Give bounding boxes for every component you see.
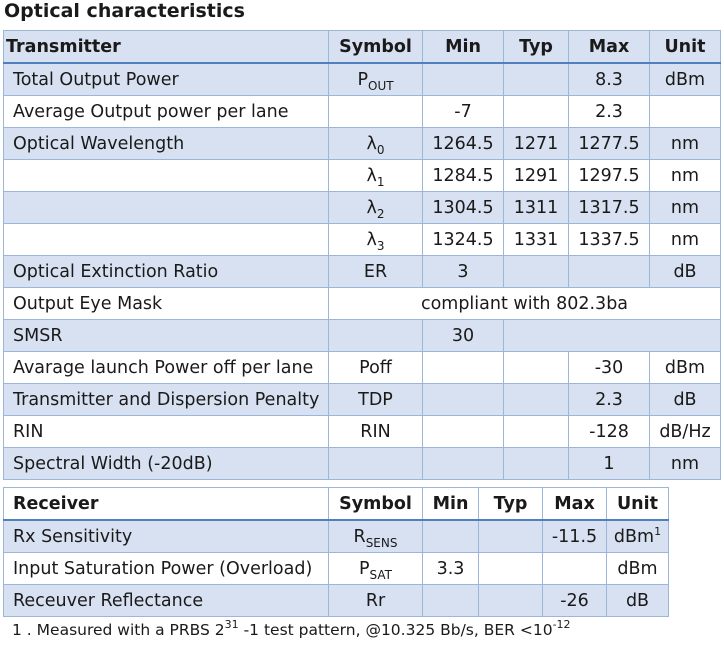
max-cell: -11.5: [543, 520, 607, 553]
symbol-text: λ: [366, 229, 377, 250]
min-cell: 1264.5: [423, 128, 504, 160]
table-row: [4, 192, 721, 224]
header-max: Max: [543, 488, 607, 521]
smsr-label: SMSR: [4, 320, 329, 352]
symbol-cell: [329, 128, 423, 160]
min-cell: [423, 520, 479, 553]
typ-cell: 1311: [504, 192, 569, 224]
symbol-text: R: [353, 526, 366, 547]
max-cell: -30: [569, 352, 650, 384]
table-row: [4, 63, 721, 96]
unit-cell: [607, 553, 669, 585]
unit-cell: dB/Hz: [650, 416, 721, 448]
parameter-cell: [4, 192, 329, 224]
header-unit: Unit: [650, 31, 721, 64]
unit-text: dBm: [613, 526, 655, 547]
min-cell: 1284.5: [423, 160, 504, 192]
min-cell: [423, 384, 504, 416]
typ-cell: [504, 96, 569, 128]
symbol-cell: [329, 585, 423, 617]
parameter-cell: RIN: [4, 416, 329, 448]
parameter-cell: Average Output power per lane: [4, 96, 329, 128]
symbol-cell: [329, 96, 423, 128]
footnote-exponent-b: -12: [552, 618, 571, 631]
eye-mask-label: Output Eye Mask: [4, 288, 329, 320]
min-cell: [423, 416, 504, 448]
min-cell: [423, 585, 479, 617]
header-symbol: Symbol: [329, 31, 423, 64]
smsr-symbol: [329, 320, 423, 352]
table-row: [4, 256, 721, 288]
max-cell: 2.3: [569, 96, 650, 128]
table-row: [4, 520, 669, 553]
min-cell: 1324.5: [423, 224, 504, 256]
unit-text: dBm: [617, 558, 658, 579]
parameter-cell: Total Output Power: [4, 63, 329, 96]
max-cell: -26: [543, 585, 607, 617]
symbol-text: P: [357, 69, 368, 90]
max-cell: [543, 553, 607, 585]
header-unit: Unit: [607, 488, 669, 521]
symbol-cell: [329, 160, 423, 192]
symbol-subscript: 0: [376, 142, 385, 157]
symbol-text: λ: [366, 197, 377, 218]
unit-text: dB: [625, 590, 650, 611]
min-cell: -7: [423, 96, 504, 128]
smsr-min: 30: [423, 320, 504, 352]
footnote-exponent-a: 31: [224, 618, 239, 631]
typ-cell: 1291: [504, 160, 569, 192]
symbol-subscript: 3: [376, 238, 385, 253]
symbol-cell: [329, 63, 423, 96]
footnote: [12, 618, 571, 639]
parameter-cell: Avarage launch Power off per lane: [4, 352, 329, 384]
typ-cell: 1271: [504, 128, 569, 160]
header-max: Max: [569, 31, 650, 64]
receiver-table: [3, 487, 669, 617]
unit-cell: nm: [650, 128, 721, 160]
unit-cell: dB: [650, 256, 721, 288]
eye-mask-value: compliant with 802.3ba: [329, 288, 721, 320]
unit-footnote-ref: 1: [654, 524, 662, 538]
header-symbol: Symbol: [329, 488, 423, 521]
typ-cell: [479, 520, 543, 553]
footnote-marker: 1 .: [12, 621, 32, 639]
table-row: [4, 585, 669, 617]
unit-cell: [607, 520, 669, 553]
min-cell: 3: [423, 256, 504, 288]
table-row: [4, 128, 721, 160]
header-min: Min: [423, 31, 504, 64]
header-receiver: Receiver: [4, 488, 329, 521]
typ-cell: [504, 416, 569, 448]
symbol-subscript: OUT: [368, 78, 394, 93]
table-row: [4, 352, 721, 384]
parameter-cell: Spectral Width (-20dB): [4, 448, 329, 480]
symbol-text: ER: [363, 261, 388, 282]
table-row: [4, 160, 721, 192]
parameter-cell: Input Saturation Power (Overload): [4, 553, 329, 585]
header-typ: Typ: [504, 31, 569, 64]
symbol-cell: RIN: [329, 416, 423, 448]
typ-cell: [504, 448, 569, 480]
parameter-cell: Optical Wavelength: [4, 128, 329, 160]
header-transmitter: Transmitter: [4, 31, 329, 64]
max-cell: 1317.5: [569, 192, 650, 224]
symbol-cell: Poff: [329, 352, 423, 384]
table-row: [4, 224, 721, 256]
typ-cell: [504, 352, 569, 384]
table-row: [4, 384, 721, 416]
typ-cell: [504, 256, 569, 288]
parameter-cell: Receuver Reflectance: [4, 585, 329, 617]
transmitter-table: [3, 30, 721, 480]
max-cell: 1: [569, 448, 650, 480]
typ-cell: 1331: [504, 224, 569, 256]
max-cell: 2.3: [569, 384, 650, 416]
typ-cell: [504, 384, 569, 416]
unit-cell: nm: [650, 448, 721, 480]
header-min: Min: [423, 488, 479, 521]
table-row: [4, 96, 721, 128]
parameter-cell: Rx Sensitivity: [4, 520, 329, 553]
symbol-cell: [329, 224, 423, 256]
max-cell: 1297.5: [569, 160, 650, 192]
typ-cell: [479, 553, 543, 585]
section-title: Optical characteristics: [4, 0, 245, 22]
symbol-text: Rr: [365, 590, 386, 611]
symbol-text: λ: [366, 165, 377, 186]
max-cell: 8.3: [569, 63, 650, 96]
max-cell: 1277.5: [569, 128, 650, 160]
unit-cell: [607, 585, 669, 617]
symbol-text: λ: [366, 133, 377, 154]
unit-cell: dB: [650, 384, 721, 416]
parameter-cell: [4, 160, 329, 192]
unit-cell: dBm: [650, 352, 721, 384]
symbol-text: P: [358, 558, 370, 579]
parameter-cell: Transmitter and Dispersion Penalty: [4, 384, 329, 416]
min-cell: 3.3: [423, 553, 479, 585]
parameter-cell: [4, 224, 329, 256]
symbol-subscript: SAT: [369, 567, 392, 582]
typ-cell: [504, 63, 569, 96]
typ-cell: [479, 585, 543, 617]
min-cell: [423, 448, 504, 480]
symbol-cell: TDP: [329, 384, 423, 416]
footnote-text-a: Measured with a PRBS 2: [36, 621, 225, 639]
symbol-subscript: 2: [376, 206, 385, 221]
header-typ: Typ: [479, 488, 543, 521]
unit-cell: dBm: [650, 63, 721, 96]
parameter-cell: Optical Extinction Ratio: [4, 256, 329, 288]
unit-cell: nm: [650, 192, 721, 224]
max-cell: -128: [569, 416, 650, 448]
symbol-cell: [329, 256, 423, 288]
min-cell: [423, 63, 504, 96]
min-cell: [423, 352, 504, 384]
max-cell: [569, 256, 650, 288]
symbol-cell: [329, 448, 423, 480]
symbol-cell: [329, 192, 423, 224]
footnote-text-b: -1 test pattern, @10.325 Bb/s, BER <10: [238, 621, 553, 639]
symbol-cell: [329, 553, 423, 585]
table-row: [4, 553, 669, 585]
max-cell: 1337.5: [569, 224, 650, 256]
smsr-empty: [504, 320, 721, 352]
symbol-cell: [329, 520, 423, 553]
min-cell: 1304.5: [423, 192, 504, 224]
unit-cell: [650, 96, 721, 128]
unit-cell: nm: [650, 224, 721, 256]
table-row: [4, 416, 721, 448]
symbol-subscript: 1: [376, 174, 385, 189]
unit-cell: nm: [650, 160, 721, 192]
table-row: [4, 448, 721, 480]
symbol-subscript: SENS: [365, 535, 398, 550]
